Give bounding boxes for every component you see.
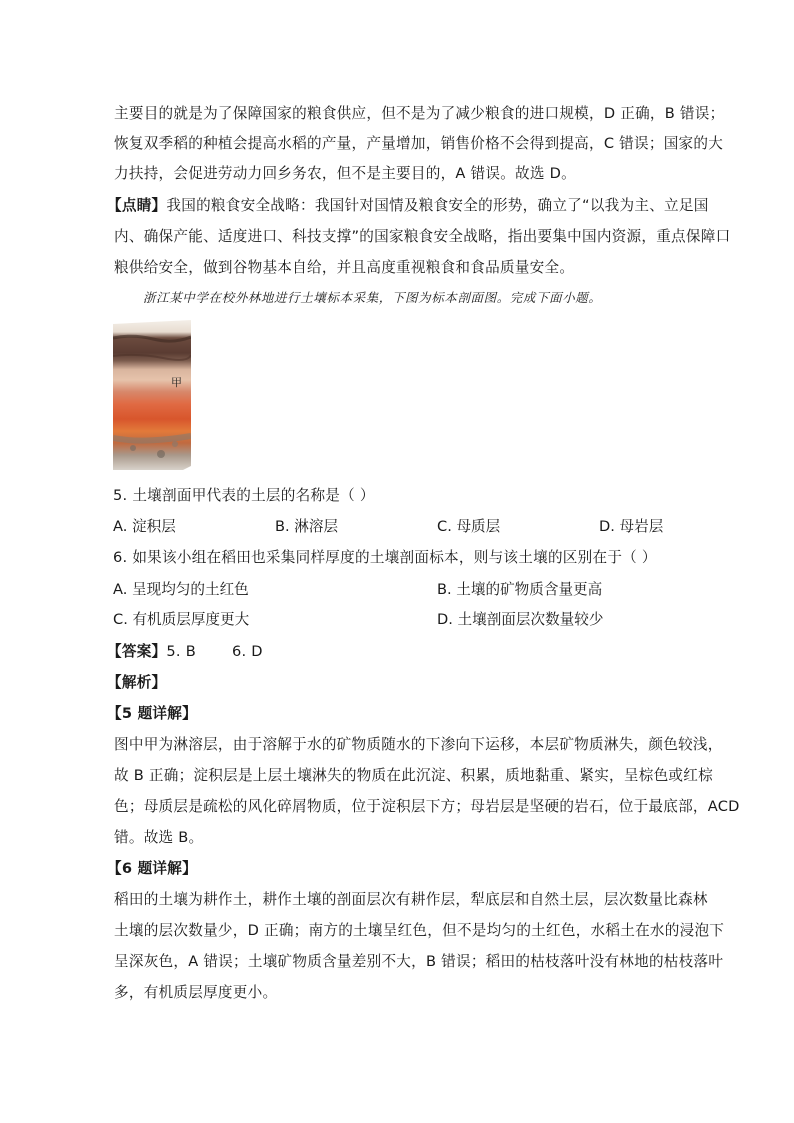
highlight-line (107, 196, 709, 216)
q5-option-c: C. 母质层 (437, 518, 501, 535)
detail-5-line: 故 B 正确；淀积层是上层土壤淋失的物质在此沉淀、积累，质地黏重、紧实，呈棕色或红棕 (114, 767, 713, 784)
detail-5-line: 色；母质层是疏松的风化碎屑物质，位于淀积层下方；母岩层是坚硬的岩石，位于最底部，ACD (114, 798, 740, 815)
analysis-line: 主要目的就是为了保障国家的粮食供应，但不是为了减少粮食的进口规模，D 正确，B 错误； (114, 105, 725, 122)
analysis-tag: 【解析】 (107, 674, 167, 691)
detail-6-line: 多，有机质层厚度更小。 (114, 984, 278, 1001)
analysis-line: 力扶持，会促进劳动力回乡务农，但不是主要目的，A 错误。故选 D。 (114, 165, 576, 182)
answer-tag: 【答案】 (107, 643, 167, 660)
highlight-tag: 【点睛】 (107, 197, 167, 214)
answer-6: 6. D (231, 643, 263, 660)
answer-5: 5. B (166, 643, 196, 660)
q5-option-a: A. 淀积层 (113, 518, 176, 535)
answer-line (107, 642, 263, 662)
detail-6-tag: 【6 题详解】 (107, 860, 197, 877)
question-6-stem: 6. 如果该小组在稻田也采集同样厚度的土壤剖面标本，则与该土壤的区别在于（ ） (113, 549, 657, 566)
highlight-text: 我国的粮食安全战略：我国针对国情及粮食安全的形势，确立了“以我为主、立足国 (166, 197, 709, 214)
q5-option-b: B. 淋溶层 (275, 518, 339, 535)
question-intro: 浙江某中学在校外林地进行土壤标本采集，下图为标本剖面图。完成下面小题。 (143, 290, 602, 305)
q6-option-d: D. 土壤剖面层次数量较少 (437, 611, 604, 628)
q6-option-a: A. 呈现均匀的土红色 (113, 581, 249, 598)
soil-profile-image (113, 320, 191, 470)
detail-6-line: 土壤的层次数量少，D 正确；南方的土壤呈红色，但不是均匀的土红色，水稻土在水的浸泡下 (114, 922, 725, 939)
q6-option-c: C. 有机质层厚度更大 (113, 611, 250, 628)
q5-option-d: D. 母岩层 (599, 518, 664, 535)
highlight-line: 内、确保产能、适度进口、科技支撑”的国家粮食安全战略，指出要集中国内资源，重点保障口 (114, 228, 731, 245)
detail-5-line: 错。故选 B。 (114, 829, 204, 846)
highlight-line: 粮供给安全，做到谷物基本自给，并且高度重视粮食和食品质量安全。 (114, 259, 575, 276)
detail-6-line: 稻田的土壤为耕作土，耕作土壤的剖面层次有耕作层，犁底层和自然土层，层次数量比森林 (114, 891, 708, 908)
layer-label-jia: 甲 (171, 376, 182, 389)
analysis-line: 恢复双季稻的种植会提高水稻的产量，产量增加，销售价格不会得到提高，C 错误；国家的大 (114, 135, 724, 152)
detail-5-line: 图中甲为淋溶层，由于溶解于水的矿物质随水的下渗向下运移，本层矿物质淋失，颜色较浅， (114, 736, 723, 753)
question-5-stem: 5. 土壤剖面甲代表的土层的名称是（ ） (113, 487, 375, 504)
detail-5-tag: 【5 题详解】 (107, 705, 197, 722)
detail-6-line: 呈深灰色，A 错误；土壤矿物质含量差别不大，B 错误；稻田的枯枝落叶没有林地的枯枝落叶 (114, 953, 724, 970)
q6-option-b: B. 土壤的矿物质含量更高 (437, 581, 603, 598)
